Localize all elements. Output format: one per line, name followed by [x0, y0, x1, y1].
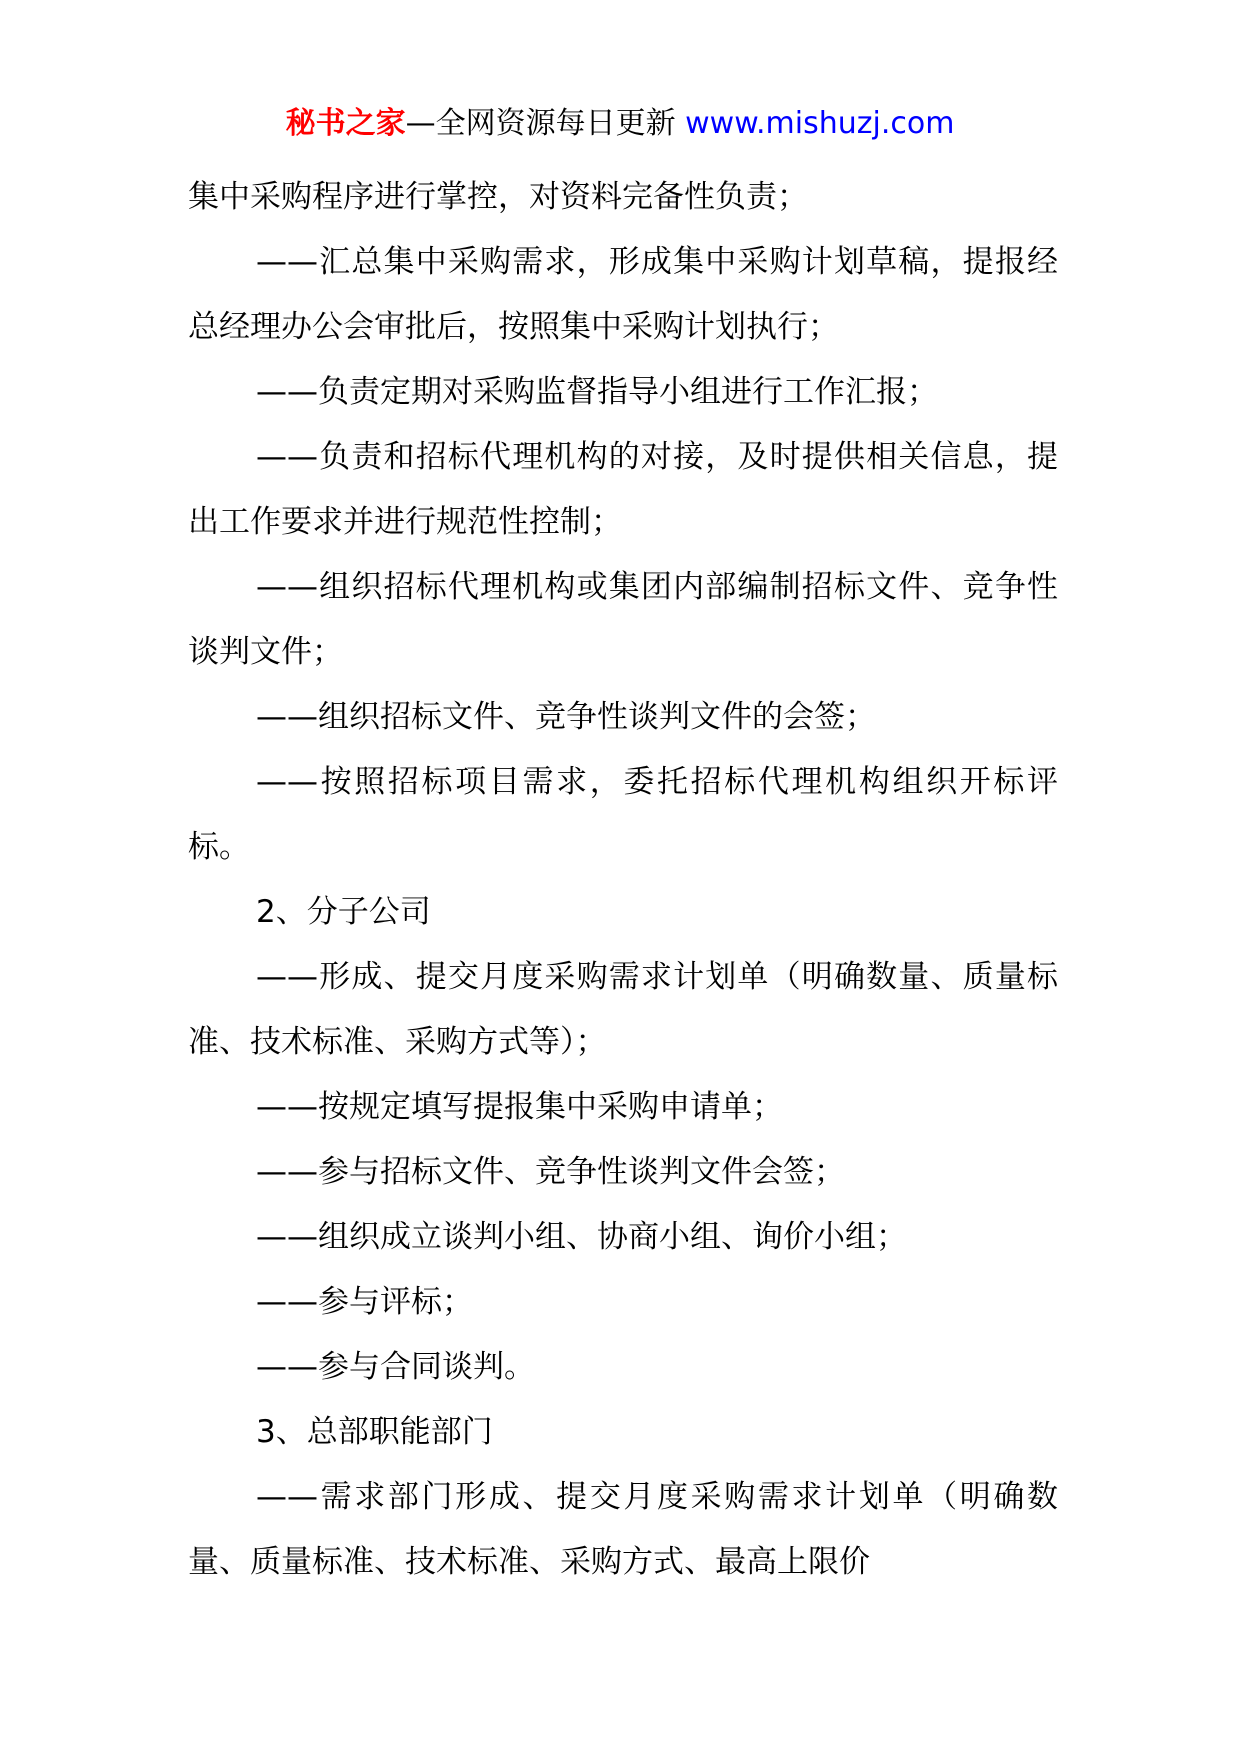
- page-header: [0, 100, 1240, 148]
- list-item: ——形成、提交月度采购需求计划单（明确数量、质量标准、技术标准、采购方式等）；: [188, 959, 1058, 1060]
- list-item: ——组织成立谈判小组、协商小组、询价小组；: [256, 1219, 907, 1255]
- brand-name: 秘书之家: [285, 106, 406, 141]
- list-item: ——汇总集中采购需求，形成集中采购计划草稿，提报经总经理办公会审批后，按照集中采购计划执行；: [188, 244, 1058, 345]
- list-item: ——负责和招标代理机构的对接，及时提供相关信息，提出工作要求并进行规范性控制；: [188, 439, 1058, 540]
- list-item: ——参与合同谈判。: [256, 1349, 535, 1385]
- site-url-link[interactable]: www.mishuzj.com: [685, 106, 955, 141]
- list-item: ——负责定期对采购监督指导小组进行工作汇报；: [256, 374, 938, 410]
- header-tagline: —全网资源每日更新: [405, 106, 686, 141]
- section-heading: 2、分子公司: [256, 894, 431, 930]
- paragraph-continuation: 集中采购程序进行掌控，对资料完备性负责；: [188, 179, 808, 215]
- list-item: ——组织招标代理机构或集团内部编制招标文件、竞争性谈判文件；: [188, 569, 1058, 670]
- section-heading: 3、总部职能部门: [256, 1414, 493, 1450]
- list-item: ——组织招标文件、竞争性谈判文件的会签；: [256, 699, 876, 735]
- document-body: [188, 165, 1058, 1595]
- list-item: ——按照招标项目需求，委托招标代理机构组织开标评标。: [188, 764, 1058, 865]
- list-item: ——需求部门形成、提交月度采购需求计划单（明确数量、质量标准、技术标准、采购方式、最高上限价: [188, 1479, 1058, 1580]
- list-item: ——参与评标；: [256, 1284, 473, 1320]
- list-item: ——参与招标文件、竞争性谈判文件会签；: [256, 1154, 845, 1190]
- list-item: ——按规定填写提报集中采购申请单；: [256, 1089, 783, 1125]
